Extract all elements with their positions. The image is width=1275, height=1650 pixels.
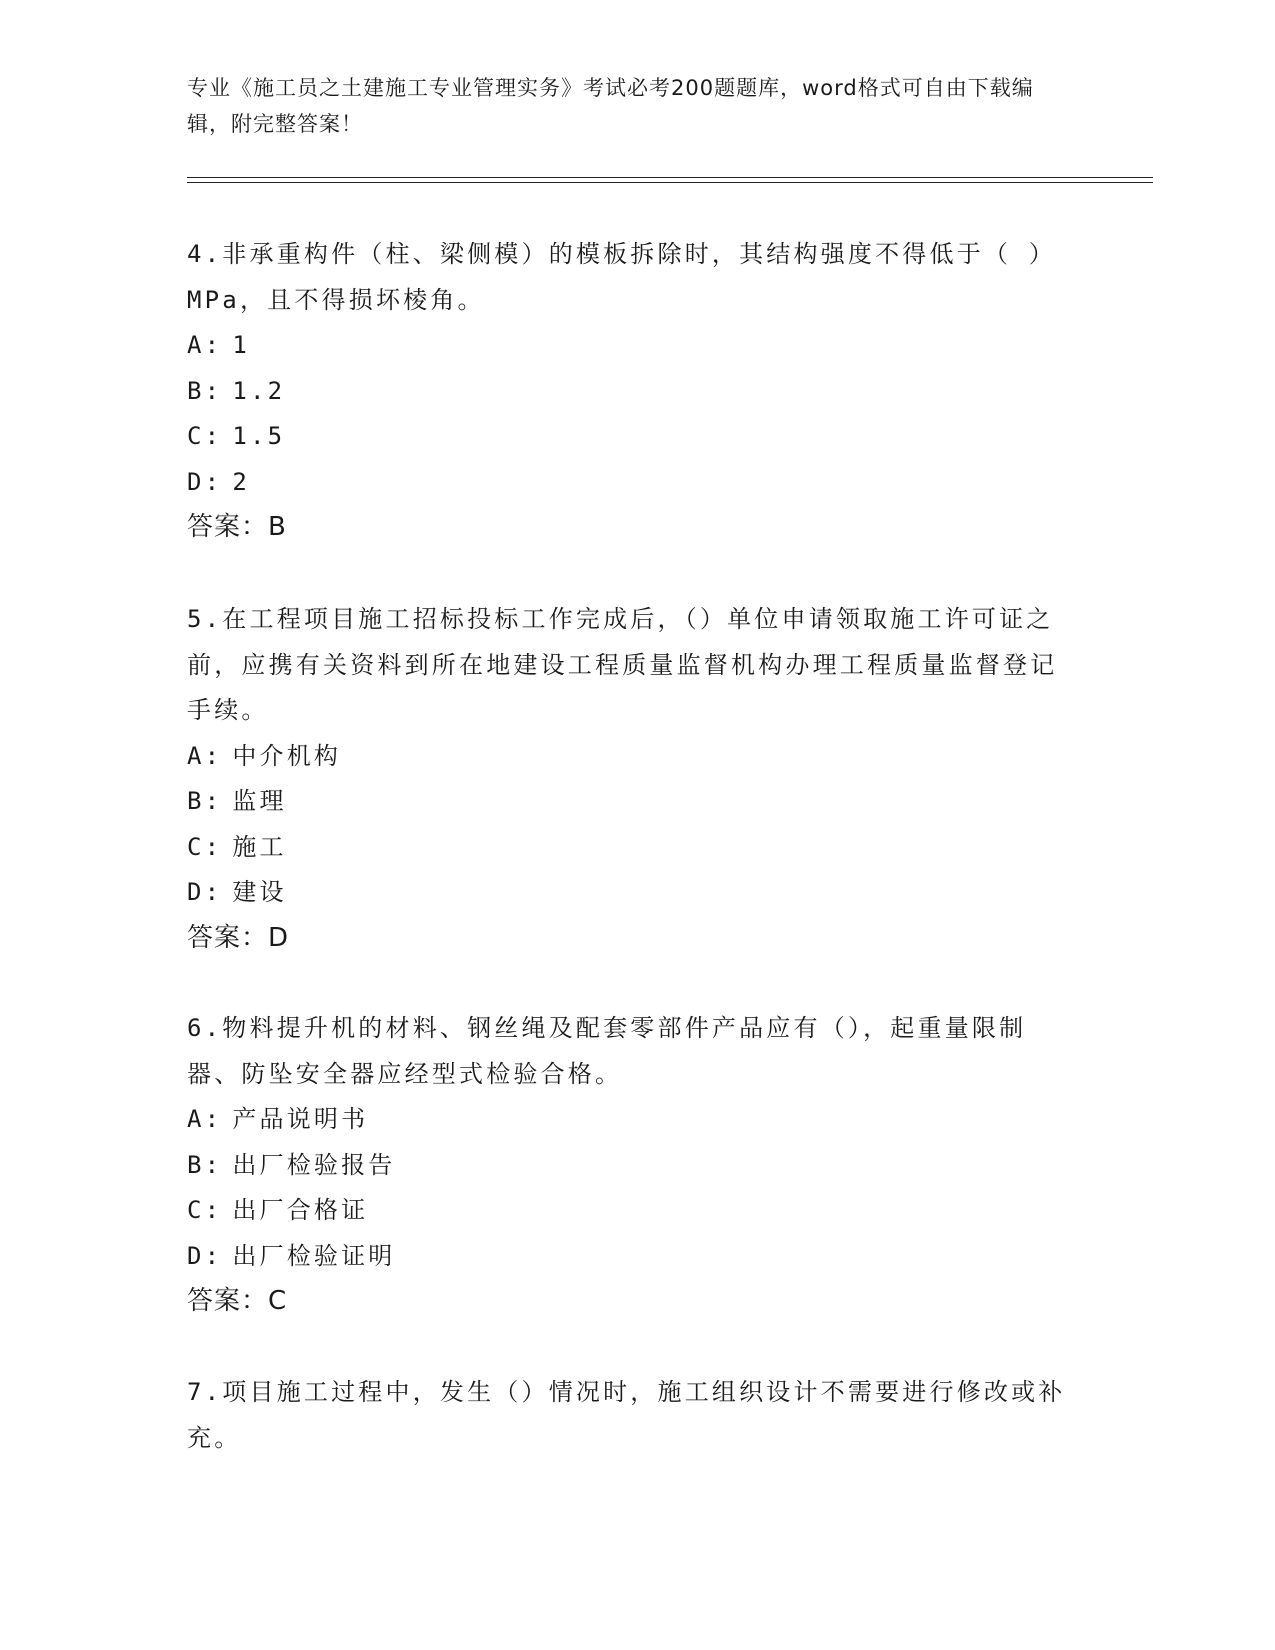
option-key: A [187, 741, 205, 770]
header-rule-top [187, 177, 1153, 178]
option-b: B: 监理 [187, 787, 287, 815]
option-c: C: 1.5 [187, 422, 286, 450]
option-a: A: 1 [187, 331, 250, 359]
option-text: 出厂合格证 [232, 1196, 369, 1224]
option-b: B: 出厂检验报告 [187, 1150, 396, 1179]
answer-line: 答案：B [187, 512, 287, 542]
option-c: C: 施工 [187, 832, 287, 861]
option-key: A [187, 1105, 205, 1133]
header-rule-bottom [187, 182, 1153, 183]
option-key: D [187, 467, 205, 496]
option-text: 建设 [232, 878, 287, 906]
option-key: C [187, 422, 205, 450]
question-stem: 6.物料提升机的材料、钢丝绳及配套零部件产品应有（），起重量限制器、防坠安全器应经型式检验合格。 [187, 1014, 1027, 1088]
option-key: B [187, 376, 205, 405]
question-stem: 5.在工程项目施工招标投标工作完成后，（）单位申请领取施工许可证之前，应携有关资料到所在地建设工程质量监督机构办理工程质量监督登记手续。 [187, 605, 1058, 724]
option-key: D [187, 878, 205, 906]
option-key: B [187, 787, 205, 815]
option-b: B: 1.2 [187, 376, 286, 405]
option-key: C [187, 832, 205, 861]
option-text: 2 [232, 467, 250, 496]
question-5 [187, 597, 1067, 961]
option-text: 施工 [232, 832, 287, 861]
question-stem: 4.非承重构件（柱、梁侧模）的模板拆除时，其结构强度不得低于（ ）MPa，且不得损坏棱角。 [187, 240, 1056, 314]
option-c: C: 出厂合格证 [187, 1196, 369, 1224]
option-a: A: 中介机构 [187, 741, 342, 770]
question-6 [187, 1006, 1067, 1325]
question-4 [187, 232, 1067, 551]
option-key: D [187, 1241, 205, 1270]
option-d: D: 出厂检验证明 [187, 1241, 396, 1270]
question-7 [187, 1370, 1067, 1461]
option-text: 出厂检验证明 [232, 1241, 396, 1270]
option-text: 产品说明书 [232, 1105, 369, 1133]
question-stem: 7.项目施工过程中，发生（）情况时，施工组织设计不需要进行修改或补充。 [187, 1378, 1066, 1452]
option-key: A [187, 331, 205, 359]
option-text: 中介机构 [232, 741, 342, 770]
option-d: D: 建设 [187, 878, 287, 906]
option-a: A: 产品说明书 [187, 1105, 369, 1133]
answer-line: 答案：D [187, 922, 290, 953]
document-header: 专业《施工员之土建施工专业管理实务》考试必考200题题库，word格式可自由下载编辑，附完整答案！ [187, 76, 1034, 136]
answer-line: 答案：C [187, 1286, 288, 1316]
option-text: 1.5 [232, 422, 286, 450]
option-text: 1 [232, 331, 250, 359]
option-text: 1.2 [232, 376, 286, 405]
option-text: 监理 [232, 787, 287, 815]
option-key: C [187, 1196, 205, 1224]
option-key: B [187, 1150, 205, 1179]
option-d: D: 2 [187, 467, 250, 496]
option-text: 出厂检验报告 [232, 1150, 396, 1179]
